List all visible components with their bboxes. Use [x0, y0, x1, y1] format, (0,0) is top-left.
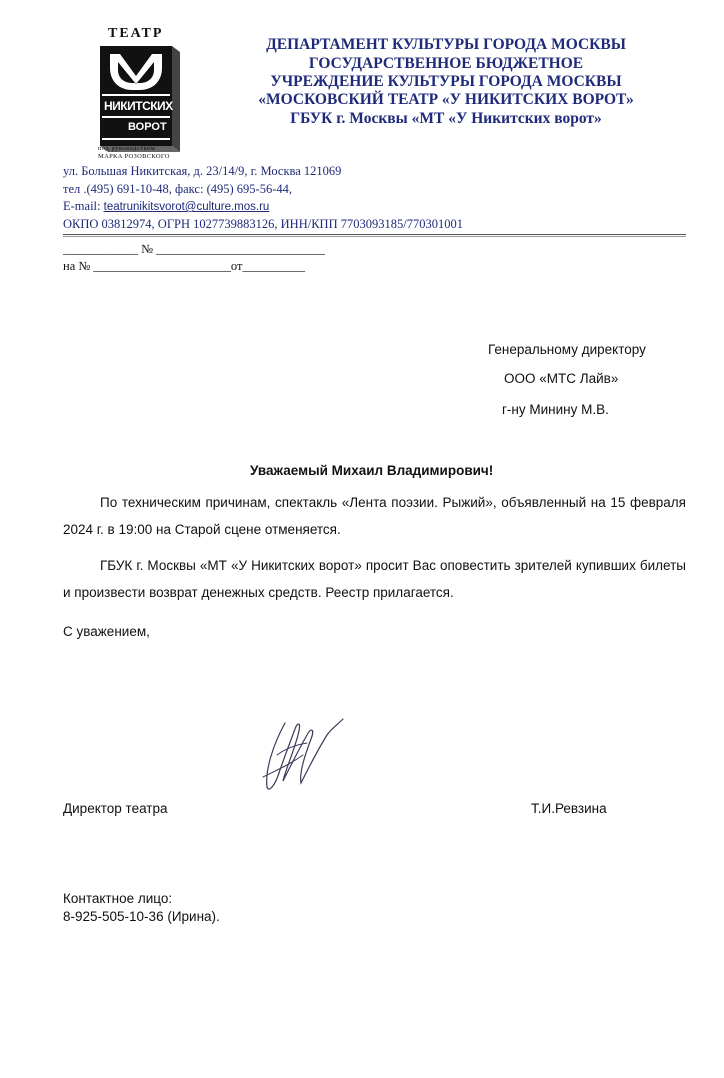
signatory-name: Т.И.Ревзина — [531, 801, 607, 816]
incoming-number-line: на № ______________________от__________ — [63, 259, 305, 273]
contact-person-phone: 8-925-505-10-36 (Ирина). — [63, 909, 220, 924]
header-divider — [63, 234, 686, 237]
phone-line: тел .(495) 691-10-48, факс: (495) 695-56-44, — [63, 182, 292, 196]
logo-top-word: ТЕАТР — [108, 26, 164, 41]
signatory-title: Директор театра — [63, 801, 168, 816]
salutation: Уважаемый Михаил Владимирович! — [250, 463, 494, 478]
email-label: E-mail: — [63, 199, 104, 213]
recipient-company: ООО «МТС Лайв» — [504, 371, 619, 386]
recipient-position: Генеральному директору — [488, 342, 646, 357]
header-line-3: УЧРЕЖДЕНИЕ КУЛЬТУРЫ ГОРОДА МОСКВЫ — [270, 73, 622, 90]
header-line-5: ГБУК г. Москвы «МТ «У Никитских ворот» — [290, 110, 602, 127]
email-line — [63, 199, 269, 214]
outgoing-number-line: ____________ № ___________________________ — [63, 242, 325, 256]
address-line: ул. Большая Никитская, д. 23/14/9, г. Москва 121069 — [63, 164, 342, 178]
paragraph-1: По техническим причинам, спектакль «Лента поэзии. Рыжий», объявленный на 15 февраля 2024 г. в 19:00 на Старой сцене отменяется. — [63, 495, 686, 537]
paragraph-2: ГБУК г. Москвы «МТ «У Никитских ворот» просит Вас оповестить зрителей купивших билеты и произвести возврат денежных средств. Реестр прилагается. — [63, 558, 686, 600]
theatre-logo — [90, 26, 182, 160]
codes-line: ОКПО 03812974, ОГРН 1027739883126, ИНН/КПП 7703093185/770301001 — [63, 217, 463, 231]
recipient-name: г-ну Минину М.В. — [502, 402, 609, 417]
email-link[interactable]: teatrunikitsvorot@culture.mos.ru — [103, 201, 270, 213]
contact-person-label: Контактное лицо: — [63, 891, 173, 906]
handwritten-signature — [255, 715, 350, 795]
header-line-4: «МОСКОВСКИЙ ТЕАТР «У НИКИТСКИХ ВОРОТ» — [258, 91, 634, 108]
logo-caption-line1: под руководством — [98, 145, 156, 152]
logo-banner-line1: НИКИТСКИХ — [104, 99, 173, 113]
logo-emblem-icon — [96, 42, 182, 152]
logo-banner-line2: ВОРОТ — [128, 121, 167, 133]
header-line-2: ГОСУДАРСТВЕННОЕ БЮДЖЕТНОЕ — [308, 55, 584, 72]
closing: С уважением, — [63, 624, 150, 639]
logo-caption-line2: МАРКА РОЗОВСКОГО — [98, 153, 170, 160]
header-line-1: ДЕПАРТАМЕНТ КУЛЬТУРЫ ГОРОДА МОСКВЫ — [266, 36, 626, 53]
